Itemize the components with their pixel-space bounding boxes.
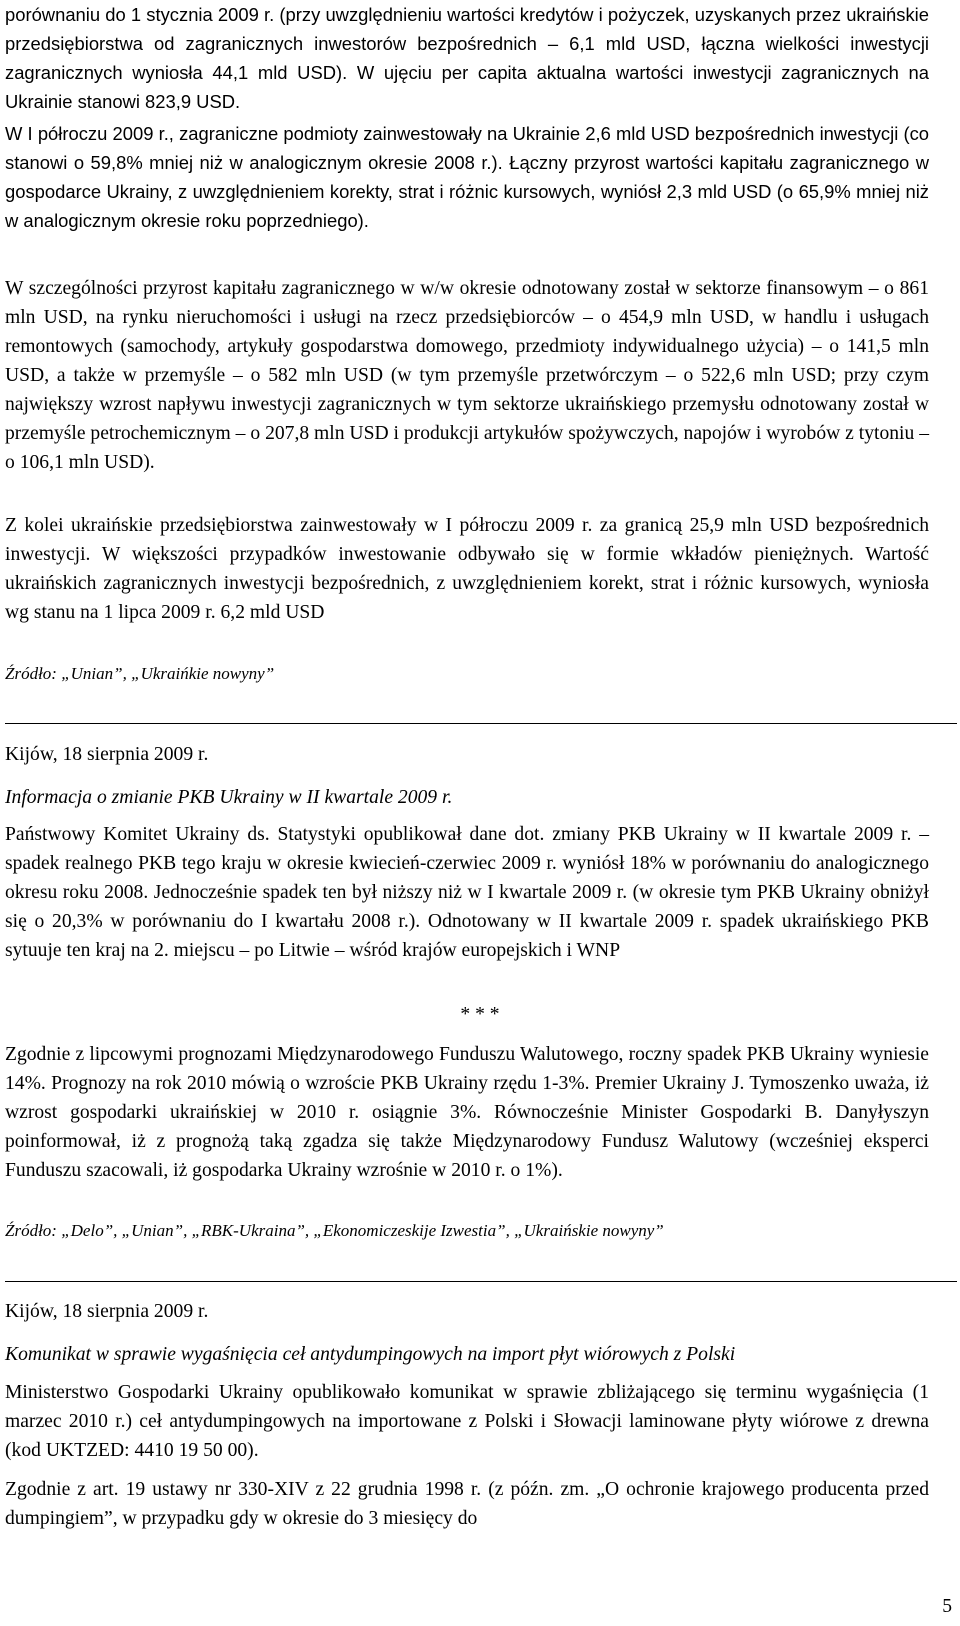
imf-forecast-paragraph: Zgodnie z lipcowymi prognozami Międzynarodowego Funduszu Walutowego, roczny spadek PKB Ukrainy wyniesie 14%. Prognozy na rok 2010 mówią o wzroście PKB Ukrainy rzędu 1-3%. Premier Ukrainy J. Tymoszenko uważa, iż wzrost gospodarki ukraińskiej w 2010 r. osiągnie 3%. Równocześnie Minister Gospodarki B. Danyłyszyn poinformował, iż z prognożą taką zgadza się także Międzynarodowy Fundusz Walutowy (wcześniej eksperci Funduszu szacowali, iż gospodarka Ukrainy wzrośnie w 2010 r. o 1%). — [5, 1044, 929, 1181]
section-separator: * * * — [460, 1004, 500, 1025]
article-title: Informacja o zmianie PKB Ukrainy w II kwartale 2009 r. — [5, 787, 453, 808]
antidumping-notice-paragraph: Ministerstwo Gospodarki Ukrainy opublikowało komunikat w sprawie zbliżającego się terminu wygaśnięcia (1 marzec 2010 r.) ceł antydumpingowych na importowane z Polski i Słowacji laminowane płyty wiórowe z drewna (kod UKTZED: 4410 19 50 00). — [5, 1382, 929, 1461]
dateline: Kijów, 18 sierpnia 2009 r. — [5, 744, 209, 765]
outward-investment-paragraph: Z kolei ukraińskie przedsiębiorstwa zainwestowały w I półroczu 2009 r. za granicą 25,9 mln USD bezpośrednich inwestycji. W większości przypadków inwestowanie odbywało się w formie wkładów pieniężnych. Wartość ukraińskich zagranicznych inwestycji bezpośrednich, z uwzględnieniem korekt, strat i różnic kursowych, wyniosła wg stanu na 1 lipca 2009 r. 6,2 mld USD — [5, 515, 929, 623]
section-divider — [5, 723, 957, 724]
gdp-change-paragraph: Państwowy Komitet Ukrainy ds. Statystyki opublikował dane dot. zmiany PKB Ukrainy w II kwartale 2009 r. – spadek realnego PKB tego kraju w okresie kwiecień-czerwiec 2009 r. wyniósł 18% w porównaniu do analogicznego okresu roku 2008. Jednocześnie spadek ten był niższy niż w I kwartale 2009 r. (w okresie tym PKB Ukrainy obniżył się o 20,3% w porównaniu do I kwartału 2008 r.). Odnotowany w II kwartale 2009 r. spadek ukraińskiego PKB sytuuje ten kraj na 2. miejscu – po Litwie – wśród krajów europejskich i WNP — [5, 824, 929, 961]
section-divider — [5, 1281, 957, 1282]
source-note: Źródło: „Unian”, „Ukraińkie nowyny” — [5, 664, 275, 683]
dateline: Kijów, 18 sierpnia 2009 r. — [5, 1301, 209, 1322]
legal-basis-paragraph: Zgodnie z art. 19 ustawy nr 330-XIV z 22 grudnia 1998 r. (z późn. zm. „O ochronie krajowego producenta przed dumpingiem”, w przypadku gdy w okresie do 3 miesięcy do — [5, 1479, 929, 1529]
article-intro-paragraph: porównaniu do 1 stycznia 2009 r. (przy uwzględnieniu wartości kredytów i pożyczek, uzyskanych przez ukraińskie przedsiębiorstwa od zagranicznych inwestorów bezpośrednich – 6,1 mld USD, łączna wielkości inwestycji zagranicznych wyniosła 44,1 mld USD). W ujęciu per capita aktualna wartości inwestycji zagranicznych na Ukrainie stanowi 823,9 USD. — [5, 4, 929, 112]
article-title: Komunikat w sprawie wygaśnięcia ceł antydumpingowych na import płyt wiórowych z Polski — [5, 1344, 736, 1365]
first-half-investment-paragraph: W I półroczu 2009 r., zagraniczne podmioty zainwestowały na Ukrainie 2,6 mld USD bezpośrednich inwestycji (co stanowi o 59,8% mniej niż w analogicznym okresie 2008 r.). Łączny przyrost wartości kapitału zagranicznego w gospodarce Ukrainy, z uwzględnieniem korekty, strat i różnic kursowych, wyniósł 2,3 mld USD (o 65,9% mniej niż w analogicznym okresie roku poprzedniego). — [5, 123, 929, 231]
sector-growth-paragraph: W szczególności przyrost kapitału zagranicznego w w/w okresie odnotowany został w sektorze finansowym – o 861 mln USD, na rynku nieruchomości i usługi na rzecz przedsiębiorców – o 454,9 mln USD, w handlu i usługach remontowych (samochody, artykuły gospodarstwa domowego, przedmioty indywidualnego użycia) – o 141,5 mln USD, a także w przemyśle – o 582 mln USD (w tym przemyśle przetwórczym – o 522,6 mln USD; przy czym największy wzrost napływu inwestycji zagranicznych w tym sektorze ukraińskiego przemysłu odnotowany został w przemyśle petrochemicznym – o 207,8 mln USD i produkcji artykułów spożywczych, napojów i wyrobów z tytoniu – o 106,1 mln USD). — [5, 278, 929, 473]
page-number: 5 — [942, 1596, 952, 1617]
source-note: Źródło: „Delo”, „Unian”, „RBK-Ukraina”, „Ekonomiczeskije Izwestia”, „Ukraińskie nowyny” — [5, 1221, 664, 1240]
